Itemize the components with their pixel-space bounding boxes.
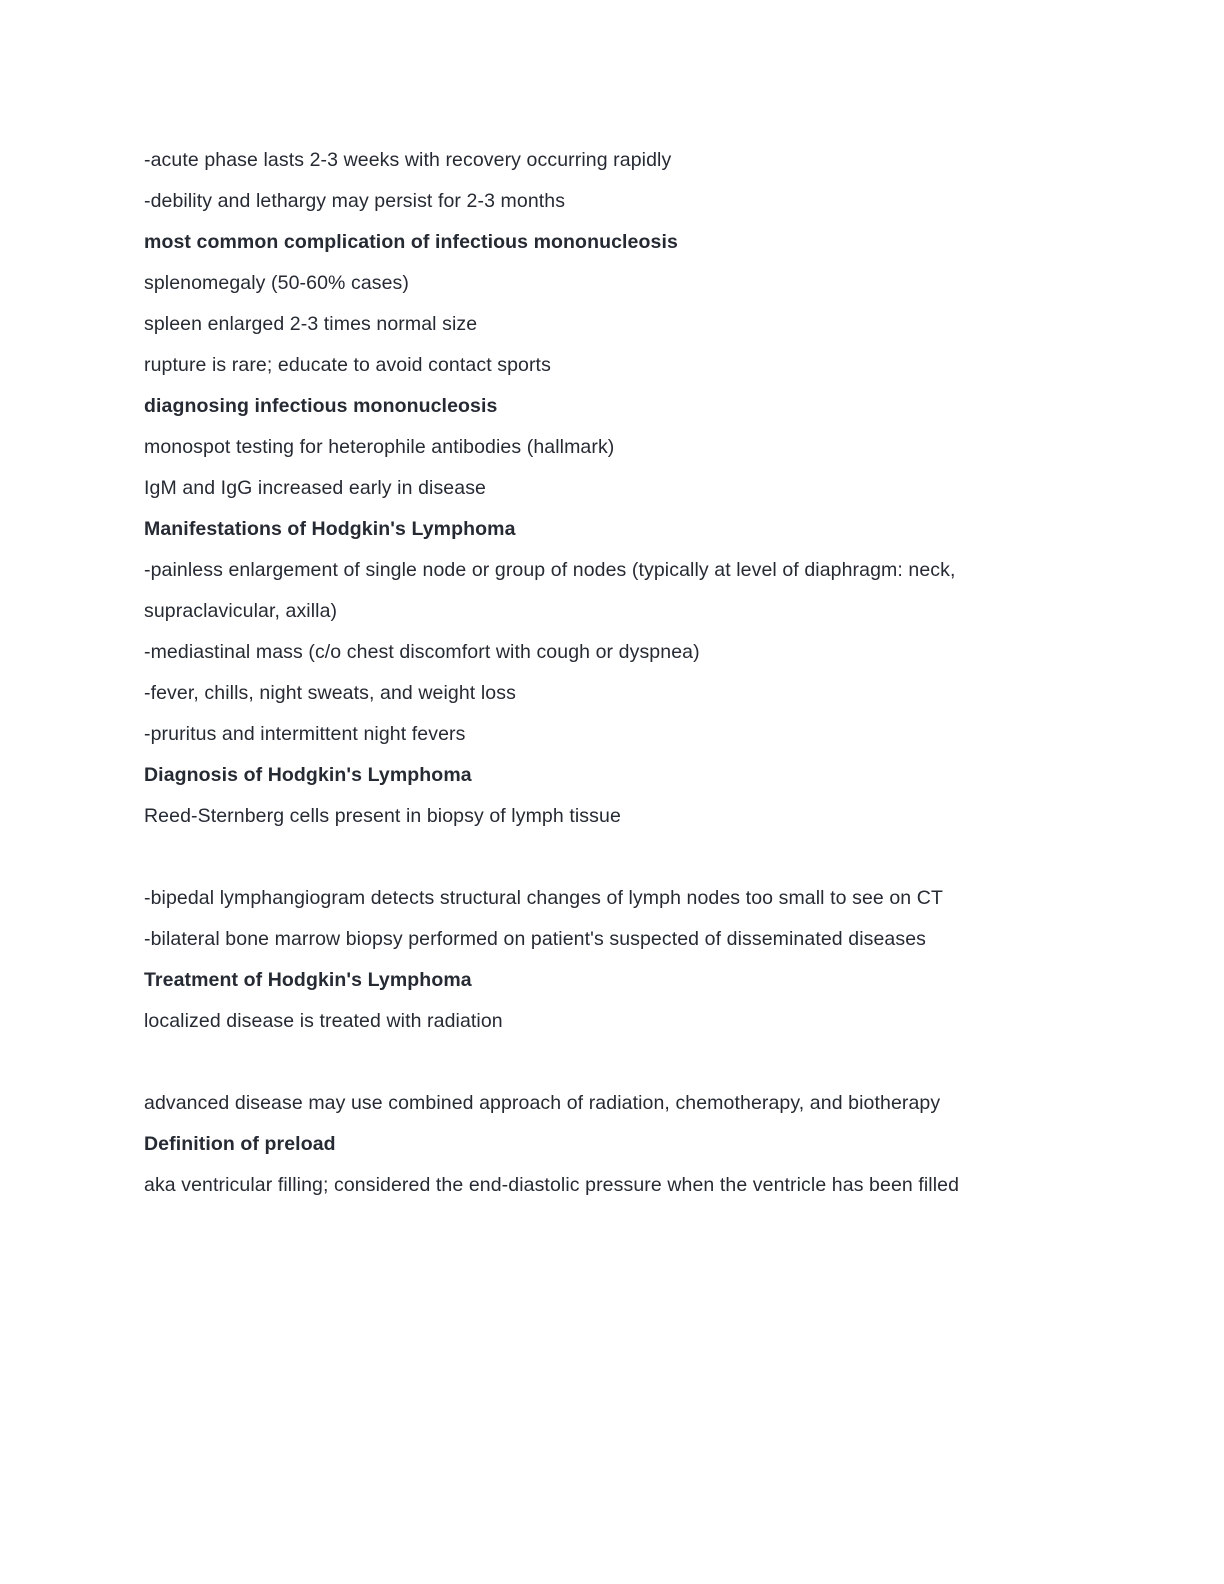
note-line: splenomegaly (50-60% cases) [144,272,409,294]
note-heading: diagnosing infectious mononucleosis [144,395,498,417]
note-line: monospot testing for heterophile antibodies (hallmark) [144,436,615,458]
note-line: -mediastinal mass (c/o chest discomfort with cough or dyspnea) [144,641,700,663]
note-line: -painless enlargement of single node or group of nodes (typically at level of diaphragm: neck, supraclavicular, axilla) [144,559,956,622]
note-line: -bipedal lymphangiogram detects structural changes of lymph nodes too small to see on CT [144,887,943,909]
note-heading: Diagnosis of Hodgkin's Lymphoma [144,764,472,786]
note-line: IgM and IgG increased early in disease [144,477,486,499]
note-heading: Manifestations of Hodgkin's Lymphoma [144,518,516,540]
note-line: rupture is rare; educate to avoid contact sports [144,354,551,376]
note-line: localized disease is treated with radiation [144,1010,503,1032]
note-line: -acute phase lasts 2-3 weeks with recovery occurring rapidly [144,149,672,171]
note-line: spleen enlarged 2-3 times normal size [144,313,478,335]
note-line: -pruritus and intermittent night fevers [144,723,466,745]
note-line: Reed-Sternberg cells present in biopsy of lymph tissue [144,805,621,827]
note-line: advanced disease may use combined approach of radiation, chemotherapy, and biotherapy [144,1092,941,1114]
notes-content [144,140,1080,1206]
note-line: aka ventricular filling; considered the end-diastolic pressure when the ventricle has been filled [144,1174,960,1196]
note-heading: Treatment of Hodgkin's Lymphoma [144,969,472,991]
note-line: -debility and lethargy may persist for 2-3 months [144,190,566,212]
blank-line [144,837,1080,878]
blank-line [144,1042,1080,1083]
note-line: -bilateral bone marrow biopsy performed on patient's suspected of disseminated diseases [144,928,927,950]
note-heading: most common complication of infectious mononucleosis [144,231,678,253]
note-heading: Definition of preload [144,1133,336,1155]
note-line: -fever, chills, night sweats, and weight loss [144,682,516,704]
